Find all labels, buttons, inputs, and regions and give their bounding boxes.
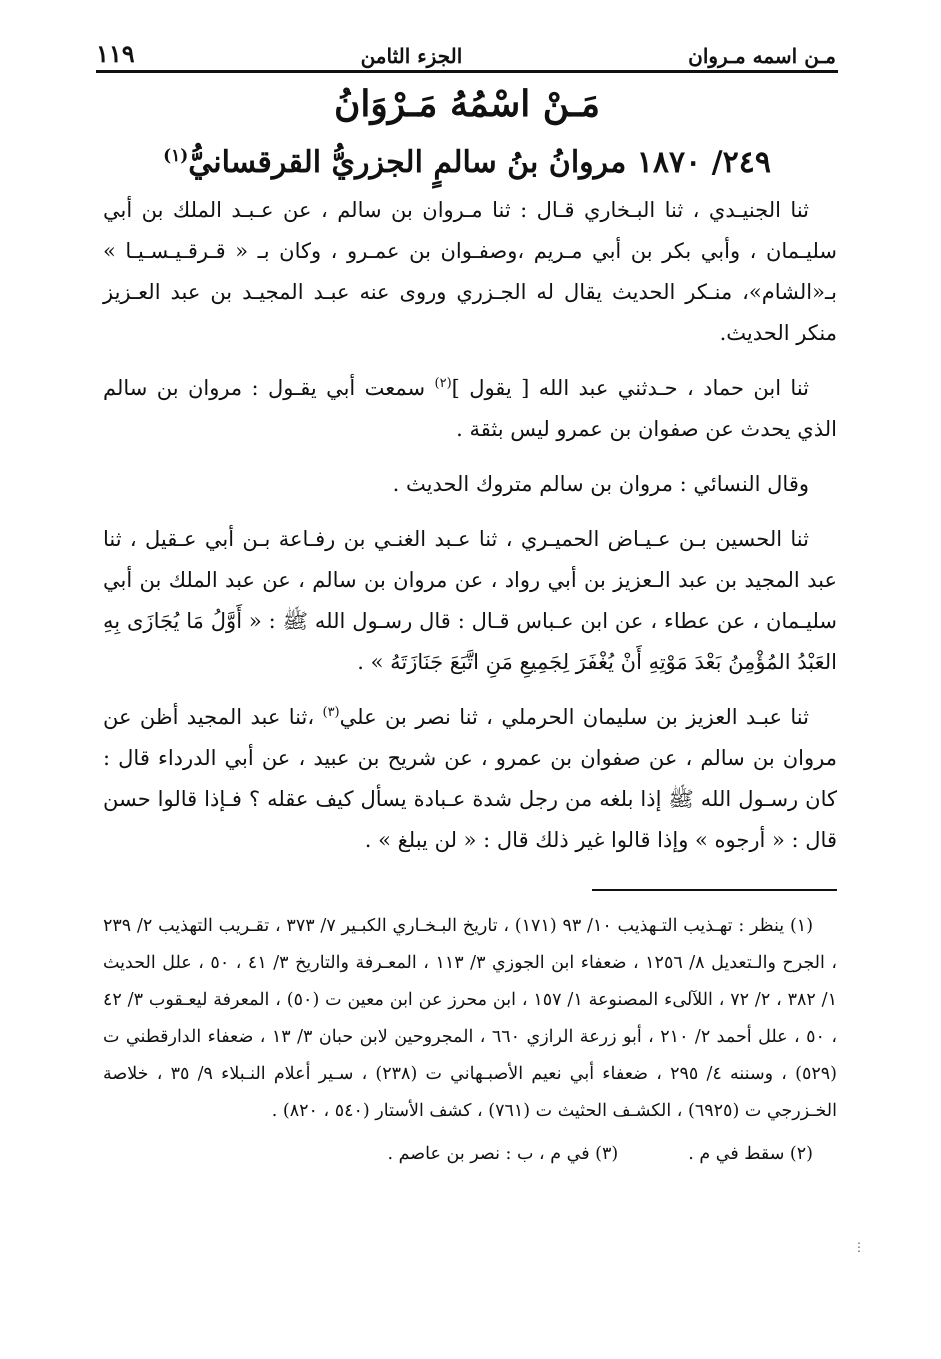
entry-footnote-ref: (١) [163,146,189,166]
running-header [96,28,836,68]
main-text [103,190,837,875]
entry-title-text: ٢٤٩/ ١٨٧٠ مروانُ بنُ سالمٍ الجزريُّ القرقسانيُّ [188,145,771,180]
footnote-ref-3: (٣) [322,705,340,720]
page-number: ١١٩ [96,39,135,68]
section-title: مَـنْ اسْمُهُ مَـرْوَانُ [333,83,601,125]
footnote-2: (٢) سقط في م . [688,1144,813,1164]
margin-mark: ⋮ [853,1240,865,1254]
paragraph-1: ثنا الجنيـدي ، ثنا البـخاري قـال : ثنا مـروان بن سالم ، عن عـبـد الملك بن أبي سليـمان ، وأبي بكر بن أبي مـريم ،وصفـوان بن عمـرو ، وكان بـ « قـرقـيـسـيـا » بـ«الشام»، منـكر الحديث يقال له الجـزري وروى عنه عبـد المجيـد بن عبد العـزيز منكر الحديث. [103,198,837,345]
footnote-ref-2: (٢) [434,376,452,391]
paragraph-2-part-b: سمعت أبي يقـول : مروان بن سالم الذي يحدث عن صفوان بن عمرو ليس بثقة . [103,376,837,441]
entry-title [96,132,838,187]
paragraph-5-part-b: ،ثنا عبد المجيد أظن عن مروان بن سالم ، عن صفوان بن عمرو ، عن شريح بن عبيد ، عن أبي الدرداء قال : كان رسـول الله ﷺ إذا بلغه من رجل شدة عـبادة يسأل كيف عقله ؟ فـإذا قالوا حسن قال : « أرجوه » وإذا قالوا غير ذلك قال : « لن يبلغ » . [103,705,837,852]
paragraph-5-part-a: ثنا عبـد العزيز بن سليمان الحرملي ، ثنا نصر بن علي [339,705,809,729]
paragraph-4: ثنا الحسين بـن عـيـاض الحميـري ، ثنا عـبد الغنـي بن رفـاعة بـن أبي عـقيل ، ثنا عبد المجيد بن عبد الـعزيز بن أبي رواد ، عن مروان بن سالم ، عن عبد الملك بن أبي سليـمان ، عن عطاء ، عن ابن عـباس قـال : قال رسـول الله ﷺ : « أَوَّلُ مَا يُجَازَى بِهِ العَبْدُ المُؤْمِنُ بَعْدَ مَوْتِهِ أَنْ يُغْفَرَ لِجَمِيعِ مَنِ اتَّبَعَ جَنَازَتَهُ » . [103,527,837,674]
footnotes [103,908,837,1173]
paragraph-3: وقال النسائي : مروان بن سالم متروك الحديث . [392,472,809,496]
paragraph-2 [103,368,837,450]
section-running-title: مـن اسمه مـروان [688,44,836,68]
header-rule [96,70,838,73]
paragraph-5 [103,697,837,861]
footnotes-2-3 [103,1136,837,1173]
footnote-separator [592,889,837,891]
footnote-1: (١) ينظر : تهـذيب التـهذيب ١٠/ ٩٣ (١٧١) ، تاريخ البـخـاري الكبـير ٧/ ٣٧٣ ، تقـريب التهذيب ٢/ ٢٣٩ ، الجرح والـتعديل ٨/ ١٢٥٦ ، ضعفاء ابن الجوزي ٣/ ١١٣ ، المعـرفة والتاريخ ٣/ ٤١ ، ٥٠ ، علل الحديث ١/ ٣٨٢ ، ٢/ ٧٢ ، اللآلىء المصنوعة ١/ ١٥٧ ، ابن محرز عن ابن معين ت (٥٠) ، المعرفة ليعـقوب ٣/ ٤٢ ، ٥٠ ، علل أحمد ٢/ ٢١٠ ، أبو زرعة الرازي ٦٦٠ ، المجروحين لابن حبان ٣/ ١٣ ، ضعفاء الدارقطني ت (٥٢٩) ، وسننه ٤/ ٢٩٥ ، ضعفاء أبي نعيم الأصبـهاني ت (٢٣٨) ، سـير أعلام النـبلاء ٩/ ٣٥ ، خلاصة الخـزرجي ت (٦٩٢٥) ، الكشـف الحثيث ت (٧٦١) ، كشف الأستار (٥٤٠ ، ٨٢٠) . [103,916,838,1121]
footnote-3: (٣) في م ، ب : نصر بن عاصم . [387,1144,619,1164]
volume-label: الجزء الثامن [360,44,463,68]
paragraph-2-part-a: ثنا ابن حماد ، حـدثني عبد الله [ يقول ] [451,376,809,400]
